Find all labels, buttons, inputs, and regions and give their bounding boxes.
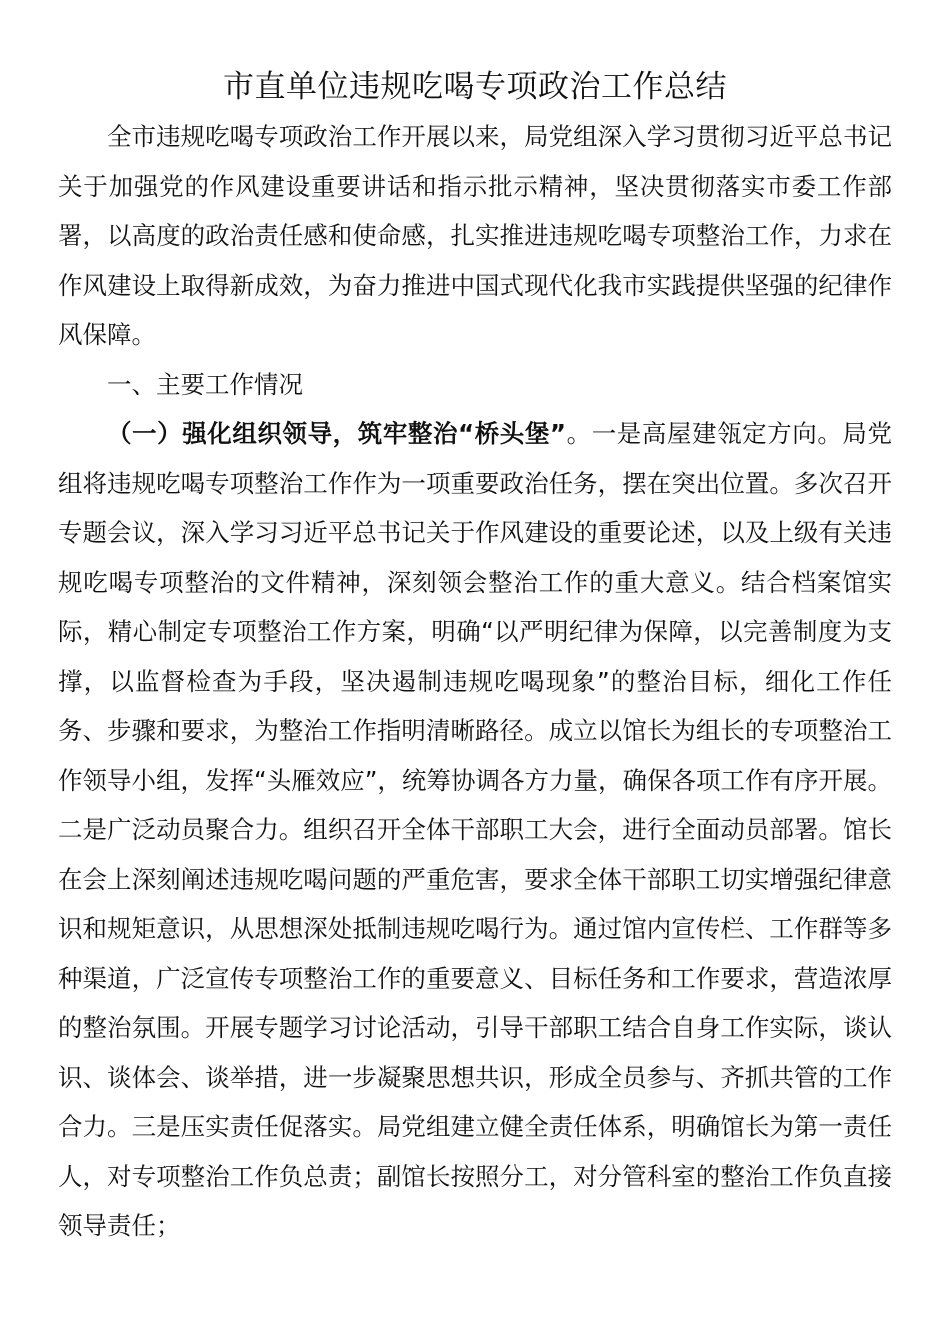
section-heading: 一、主要工作情况 bbox=[107, 369, 303, 399]
subsection-body: 。一是高屋建瓴定方向。局党组将违规吃喝专项整治工作作为一项重要政治任务，摆在突出位置。多次召开专题会议，深入学习习近平总书记关于作风建设的重要论述，以及上级有关违规吃喝专项整治的文件精神，深刻领会整治工作的重大意义。结合档案馆实际，精心制定专项整治工作方案，明确“以严明纪律为保障，以完善制度为支撑，以监督检查为手段，坚决遏制违规吃喝现象”的整治目标，细化工作任务、步骤和要求，为整治工作指明清晰路径。成立以馆长为组长的专项整治工作领导小组，发挥“头雁效应”，统筹协调各方力量，确保各项工作有序开展。二是广泛动员聚合力。组织召开全体干部职工大会，进行全面动员部署。馆长在会上深刻阐述违规吃喝问题的严重危害，要求全体干部职工切实增强纪律意识和规矩意识，从思想深处抵制违规吃喝行为。通过馆内宣传栏、工作群等多种渠道，广泛宣传专项整治工作的重要意义、目标任务和工作要求，营造浓厚的整治氛围。开展专题学习讨论活动，引导干部职工结合自身工作实际，谈认识、谈体会、谈举措，进一步凝聚思想共识，形成全员参与、齐抓共管的工作合力。三是压实责任促落实。局党组建立健全责任体系，明确馆长为第一责任人，对专项整治工作负总责；副馆长按照分工，对分管科室的整治工作负直接领导责任； bbox=[58, 419, 893, 1240]
subsection-heading: （一）强化组织领导，筑牢整治“桥头堡” bbox=[107, 419, 567, 448]
subsection-paragraph bbox=[58, 409, 892, 1251]
document-title: 市直单位违规吃喝专项政治工作总结 bbox=[223, 69, 727, 105]
intro-paragraph: 全市违规吃喝专项政治工作开展以来，局党组深入学习贯彻习近平总书记关于加强党的作风建设重要讲话和指示批示精神，坚决贯彻落实市委工作部署，以高度的政治责任感和使命感，扎实推进违规吃喝专项整治工作，力求在作风建设上取得新成效，为奋力推进中国式现代化我市实践提供坚强的纪律作风保障。 bbox=[58, 122, 892, 349]
